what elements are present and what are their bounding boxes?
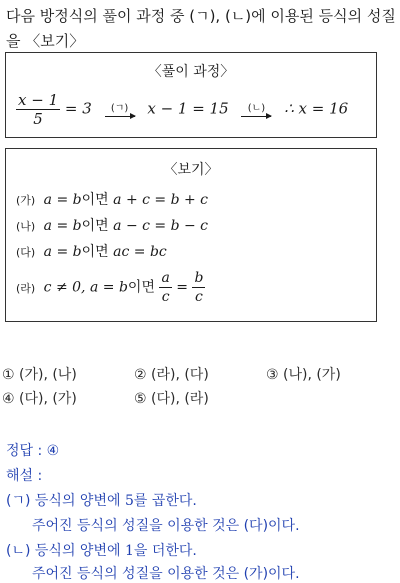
example-text: 이면 [81,218,109,234]
example-marker: (다) [16,246,36,259]
fraction-numerator: a [161,270,170,286]
explanation-line-1 [6,490,197,510]
equals-sign: = [176,279,188,296]
example-marker: (라) [16,281,36,295]
process-equation [16,91,348,128]
example-condition: a = b [43,192,82,208]
example-expression: a − c = b − c [113,218,209,234]
explanation-text: (ㄴ) 등식의 양변에 [6,543,125,559]
example-condition: a = b [43,218,82,234]
example-marker: (나) [16,220,36,233]
fraction-b-over-c [192,269,205,306]
examples-box-title: 〈보기〉 [163,162,219,178]
example-marker: (가) [16,194,36,207]
choice-5[interactable]: ⑤ (다), (라) [134,391,209,407]
arrow-step-1 [105,103,135,117]
choice-1[interactable]: ① (가), (나) [2,367,77,383]
example-condition-nonzero: c ≠ 0, [43,279,86,296]
examples-box [5,148,377,322]
answer-line: 정답 : ④ [6,443,60,459]
example-item-na [16,215,208,235]
fraction-x-minus-1-over-5 [16,91,60,128]
example-item-ga [16,189,208,209]
example-expression: ac = bc [113,244,167,260]
fraction-numerator: b [194,270,204,286]
example-expression: a + c = b + c [113,192,209,208]
explanation-number: 1 [124,543,134,559]
right-arrow-icon [241,116,271,117]
right-arrow-icon [105,116,135,117]
explanation-text: 주어진 등식의 성질을 이용한 것은 (가)이다. [32,566,300,582]
choice-3[interactable]: ③ (나), (가) [266,367,341,383]
fraction-denominator: c [195,289,203,305]
explanation-number: 5 [124,493,134,509]
fraction-a-over-c [159,269,171,306]
arrow-label-2: (ㄴ) [247,102,266,114]
example-item-ra [16,269,205,306]
fraction-denominator: c [161,289,170,305]
explanation-text: 를 곱한다. [133,493,197,509]
explanation-line-2 [32,515,300,535]
example-text: 이면 [81,244,109,260]
explanation-line-3 [6,540,197,560]
equals-three: = 3 [64,99,92,118]
process-box-title: 〈풀이 과정〉 [147,64,235,80]
example-text: 이면 [127,279,155,296]
example-condition: a = b [89,279,128,296]
arrow-label-1: (ㄱ) [110,102,129,114]
example-item-da [16,241,167,261]
example-text: 이면 [81,192,109,208]
middle-equation: x − 1 = 15 [147,99,229,118]
example-condition: a = b [43,244,82,260]
choice-2[interactable]: ② (라), (다) [134,367,209,383]
question-line-1: 다음 방정식의 풀이 과정 중 (ㄱ), (ㄴ)에 이용된 등식의 성질을 〈보기〉 [6,7,396,50]
explanation-text: 주어진 등식의 성질을 이용한 것은 (다)이다. [32,518,300,534]
fraction-numerator: x − 1 [18,91,59,109]
explanation-line-4 [32,563,300,583]
explanation-heading: 해설 : [6,468,43,484]
choice-4[interactable]: ④ (다), (가) [2,391,77,407]
arrow-step-2 [241,103,271,117]
solution-process-box [5,52,377,138]
final-result: ∴ x = 16 [284,99,349,118]
explanation-text: 을 더한다. [133,543,197,559]
explanation-text: (ㄱ) 등식의 양변에 [6,493,125,509]
fraction-denominator: 5 [33,110,43,128]
